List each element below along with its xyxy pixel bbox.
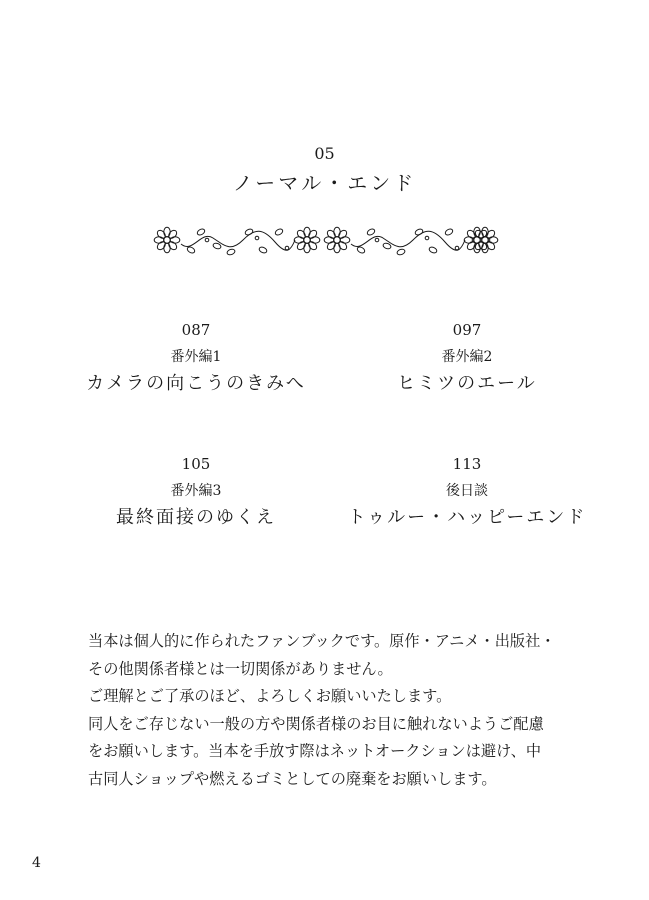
toc-entry-title: トゥルー・ハッピーエンド (347, 507, 587, 528)
disclaimer-notice (88, 628, 588, 793)
chapter-number: 05 (314, 144, 335, 163)
toc-entry-label: 番外編2 (441, 349, 493, 365)
chapter-title: ノーマル・エンド (232, 171, 417, 195)
toc-entry-label: 番外編3 (170, 483, 222, 499)
notice-line: その他関係者様とは一切関係がありません。 (88, 659, 393, 678)
toc-page-number: 113 (452, 455, 482, 473)
notice-line: 当本は個人的に作られたファンブックです。原作・アニメ・出版社・ (88, 632, 556, 650)
toc-entry-title: 最終面接のゆくえ (116, 507, 276, 528)
toc-page-number: 087 (181, 321, 211, 339)
notice-line: 同人をご存じない一般の方や関係者様のお目に触れないようご配慮 (88, 714, 544, 733)
toc-entry (66, 320, 326, 396)
toc-entry (66, 454, 326, 530)
notice-line: ご理解とご了承のほど、よろしくお願いいたします。 (88, 687, 452, 705)
toc-entry-title: ヒミツのエール (397, 373, 537, 394)
toc-entry (337, 454, 597, 530)
toc-entry-label: 番外編1 (170, 349, 222, 365)
toc-entry-label: 後日談 (446, 483, 488, 499)
notice-line: をお願いします。当本を手放す際はネットオークションは避け、中 (88, 742, 542, 760)
floral-vine-divider-icon (145, 220, 505, 260)
notice-line: 古同人ショップや燃えるゴミとしての廃棄をお願いします。 (88, 769, 497, 788)
toc-entry (337, 320, 597, 396)
toc-page-number: 105 (181, 455, 211, 473)
toc-page-number: 097 (452, 321, 482, 339)
toc-entry-title: カメラの向こうのきみへ (86, 373, 306, 394)
page-number: 4 (32, 855, 41, 871)
